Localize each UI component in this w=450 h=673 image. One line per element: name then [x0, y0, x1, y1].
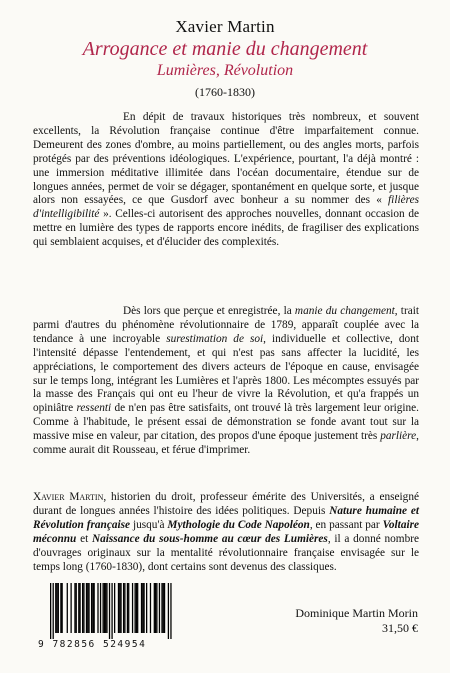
barcode-bar: [55, 583, 56, 633]
blurb-emphasis: manie du changement: [294, 305, 395, 317]
blurb-text: ». Celles-ci autorisent des approches nouvelles, donnant occasion de mettre en lumière des types de rapports encore inédits, de fragiliser des explications qui semblaient acquises, et d'élucider des complexités.: [33, 208, 419, 249]
barcode-bar: [134, 583, 135, 633]
barcode-bar: [106, 583, 107, 633]
blurb-emphasis: ressenti: [76, 402, 112, 415]
blurb-text: , individuelle et collective, dont l'intensité dépasse l'entendement, et qui n'est pas sans affecter la lucidité, les appréciations, le comportement des divers acteurs de l'époque en cause, envisagée sur le temps long, intégrant les Lumières et l'après 1800. Les mécomptes essuyés par la masse des Français qui ont eu l'heur de vivre la Révolution, et qu'a frappés un opiniâtre: [33, 332, 419, 415]
barcode-bar: [170, 583, 171, 639]
barcode-bar: [141, 583, 142, 633]
barcode-bar: [161, 583, 162, 633]
barcode-bar: [86, 583, 87, 633]
isbn-barcode: [38, 583, 176, 651]
bio-text: et: [80, 532, 89, 545]
barcode-bar: [70, 583, 71, 633]
barcode-bar: [143, 583, 144, 633]
blurb-text: En dépit de travaux historiques très nombreux, et souvent excellents, la Révolution française continue d'être imparfaitement connue. Demeurent des zones d'ombre, au moins partiellement, ou des angles morts, parfois protégés par des préventions idéologiques. L'expérience, pourtant, l'a déjà montré : une immersion méditative illimitée dans l'océan documentaire, étendue sur de longues années, permet de voir se dégager, spontanément en quelque sorte, et jusque alors non essayées, ce que Gusdorf avec bonheur a su nommer des «: [33, 111, 419, 207]
publisher-block: [295, 606, 418, 636]
barcode-bar: [119, 583, 120, 633]
isbn-digits: 9 782856 524954: [38, 639, 147, 650]
barcode-bar: [146, 583, 147, 633]
bio-text: jusqu'à: [132, 518, 165, 531]
barcode-bar: [114, 583, 115, 633]
barcode-bar: [82, 583, 83, 633]
bio-text: , en passant par: [309, 518, 380, 531]
bio-text: , historien du droit, professeur émérite des Universités, a enseigné durant de longues années l'histoire des idées politiques. Depuis: [33, 491, 419, 517]
barcode-bar: [60, 583, 61, 633]
blurb-paragraph-1: [33, 111, 419, 250]
barcode-bar: [142, 583, 143, 633]
barcode-bar: [137, 583, 138, 633]
barcode-bar: [124, 583, 125, 633]
blurb-paragraph-2: [33, 305, 419, 458]
barcode-bar: [168, 583, 169, 639]
blurb-text: , trait parmi d'autres du phénomène révolutionnaire de 1789, apparaît couplée avec la tendance à une incroyable: [33, 305, 419, 345]
barcode-bar: [100, 583, 101, 633]
blurb-text: Dès lors que perçue et enregistrée, la: [123, 305, 292, 317]
barcode-bars: [38, 583, 176, 639]
barcode-bar: [50, 583, 51, 639]
barcode-bar: [120, 583, 121, 633]
barcode-bar: [92, 583, 93, 633]
barcode-bar: [164, 583, 165, 633]
book-title: Arrogance et manie du changement: [82, 38, 368, 60]
barcode-bar: [118, 583, 119, 633]
barcode-bar: [111, 583, 112, 639]
barcode-bar: [163, 583, 164, 633]
barcode-bar: [136, 583, 137, 633]
barcode-bar: [97, 583, 98, 633]
barcode-bar: [88, 583, 89, 633]
author-bio: [33, 491, 419, 574]
publisher-name: Dominique Martin Morin: [295, 606, 418, 620]
barcode-bar: [58, 583, 59, 633]
date-range: (1760-1830): [195, 85, 255, 99]
bio-text: , il a donné nombre d'ouvrages originaux sur la mentalité révolutionnaire française envisagée sur le temps long (1760-1830), dont certains sont devenus des classiques.: [33, 532, 420, 573]
barcode-bar: [150, 583, 151, 633]
barcode-bar: [105, 583, 106, 633]
barcode-bar: [67, 583, 68, 633]
barcode-bar: [156, 583, 157, 633]
bio-book-title: Naissance du sous-homme au cœur des Lumières: [91, 532, 328, 545]
barcode-bar: [53, 583, 54, 639]
barcode-bar: [91, 583, 92, 633]
barcode-bar: [128, 583, 129, 633]
barcode-bar: [109, 583, 110, 639]
bio-book-title: Voltaire méconnu: [33, 518, 420, 545]
blurb-text: , comme aurait dit Rousseau, et férue d'imprimer.: [33, 430, 419, 457]
barcode-bar: [132, 583, 133, 633]
blurb-emphasis: parlière: [380, 430, 417, 443]
barcode-bar: [127, 583, 128, 633]
barcode-bar: [87, 583, 88, 633]
barcode-bar: [78, 583, 79, 633]
barcode-bar: [83, 583, 84, 633]
bio-book-title: Nature humaine et Révolution française: [33, 504, 419, 531]
price: 31,50 €: [382, 621, 418, 635]
barcode-bar: [79, 583, 80, 633]
barcode-bar: [159, 583, 160, 633]
barcode-bar: [155, 583, 156, 633]
blurb-emphasis: surestimation de soi: [166, 332, 264, 345]
barcode-bar: [94, 583, 95, 633]
blurb-text: de n'en pas être satisfaits, ont trouvé là très largement leur origine. Comme à l'habitude, le présent essai de démonstration se fonde avant tout sur la massive mise en valeur, par citation, des propos d'une époque justement très: [33, 402, 419, 443]
blurb-emphasis: filières d'intelligibilité: [33, 194, 420, 221]
book-subtitle: Lumières, Révolution: [156, 62, 294, 79]
bio-author-name: Xavier Martin: [33, 491, 104, 503]
author-name: Xavier Martin: [175, 17, 275, 36]
barcode-bar: [74, 583, 75, 633]
barcode-bar: [104, 583, 105, 633]
barcode-bar: [102, 583, 103, 633]
barcode-bar: [76, 583, 77, 633]
barcode-bar: [123, 583, 124, 633]
barcode-bar: [154, 583, 155, 633]
barcode-bar: [62, 583, 63, 633]
barcode-bar: [56, 583, 57, 633]
bio-book-title: Mythologie du Code Napoléon: [167, 518, 310, 531]
